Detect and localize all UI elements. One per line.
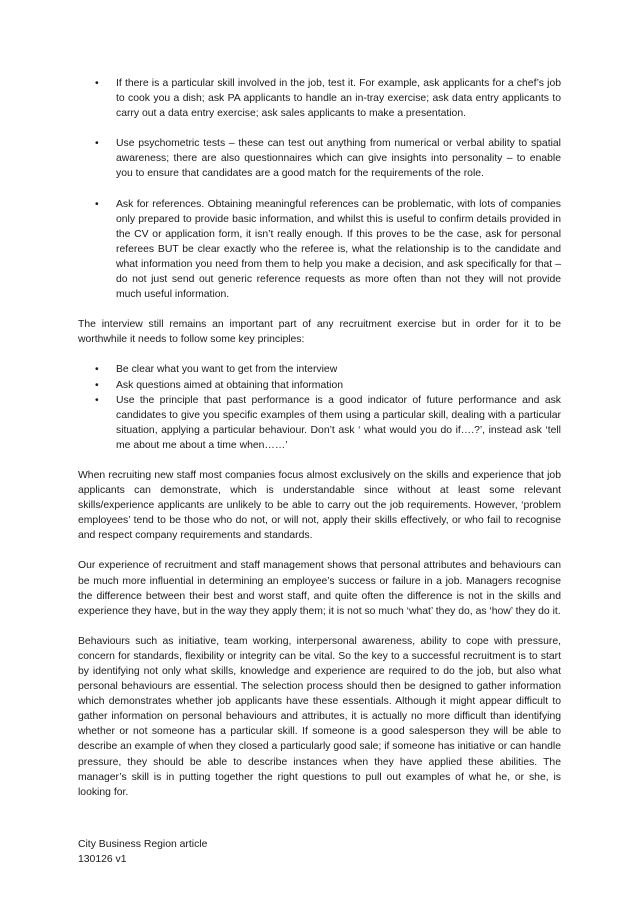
list-item-text: Ask questions aimed at obtaining that information (116, 379, 343, 391)
bullet-icon: • (95, 138, 99, 150)
list-item (78, 76, 561, 121)
paragraph-behaviours: Behaviours such as initiative, team working, interpersonal awareness, ability to cope with pressure, concern for standards, flexibility or integrity can be vital. So the key to a successful recruitment is to start by identifying not only what skills, knowledge and experience are required to do the job, but also what personal behaviours are essential. The selection process should then be designed to gather information which demonstrates whether job applicants have these essentials. Although it might appear difficult to gather information on personal behaviours and attributes, it is actually no more difficult than identifying whether or not someone has a particular skill. If someone is a good salesperson they will be able to describe an example of when they closed a particularly good sale; if someone has initiative or can handle pressure, they should be able to describe instances when they have applied these abilities. The manager’s skill is in putting together the right questions to pull out examples of what he, or she, is looking for. (78, 635, 561, 798)
page-footer (78, 837, 207, 867)
list-item-text: If there is a particular skill involved in the job, test it. For example, ask applicants for a chef’s job to cook you a dish; ask PA applicants to handle an in-tray exercise; ask data entry applicants to carry out a data entry exercise; ask sales applicants to make a presentation. (116, 78, 561, 120)
list-item (78, 362, 561, 377)
list-item (78, 197, 561, 303)
footer-title: City Business Region article (78, 839, 208, 850)
bullet-icon: • (95, 394, 99, 406)
bullet-icon: • (95, 364, 99, 376)
bullet-list-principles (78, 362, 561, 453)
document-body (78, 76, 561, 815)
list-item-text: Use psychometric tests – these can test out anything from numerical or verbal ability to spatial awareness; there are also questionnaires which can give insights into personality – to enable you to ensure that candidates are a good match for the requirements of the role. (116, 138, 561, 180)
footer-version: 130126 v1 (78, 854, 127, 866)
bullet-list-tips (78, 76, 561, 302)
bullet-icon: • (95, 78, 99, 89)
list-item (78, 393, 561, 453)
bullet-icon: • (95, 198, 99, 210)
bullet-icon: • (95, 379, 99, 391)
list-item-text: Use the principle that past performance is a good indicator of future performance and ask candidates to give you specific examples of them using a particular skill, dealing with a particular situation, applying a particular behaviour. Don’t ask ‘ what would you do if….?’, instead ask ‘tell me about me about a time when……’ (116, 394, 561, 451)
paragraph-recruiting: When recruiting new staff most companies focus almost exclusively on the skills and experience that job applicants can demonstrate, which is understandable since without at least some relevant skills/experience applicants are unlikely to be able to carry out the job requirements. However, ‘problem employees’ tend to be those who do not, or will not, apply their skills effectively, or who fail to recognise and respect company requirements and standards. (78, 469, 561, 542)
list-item (78, 378, 561, 393)
list-item (78, 136, 561, 181)
list-item-text: Be clear what you want to get from the interview (116, 364, 338, 376)
paragraph-experience: Our experience of recruitment and staff management shows that personal attributes and behaviours can be much more influential in determining an employee’s success or failure in a job. Managers recognise the difference between their best and worst staff, and quite often the difference is not in the skills and experience they have, but in the way they apply them; it is not so much ‘what’ they do, as ‘how’ they do it. (78, 560, 561, 617)
list-item-text: Ask for references. Obtaining meaningful references can be problematic, with lots of companies only prepared to provide basic information, and whilst this is useful to confirm details provided in the CV or application form, it isn’t really enough. If this proves to be the case, ask for personal referees BUT be clear exactly who the referee is, what the relationship is to the candidate and what information you need from them to help you make a decision, and ask specifically for that – do not just send out generic reference requests as more often than not they will not provide much useful information. (116, 198, 561, 301)
paragraph-interview: The interview still remains an important part of any recruitment exercise but in order for it to be worthwhile it needs to follow some key principles: (78, 319, 561, 346)
